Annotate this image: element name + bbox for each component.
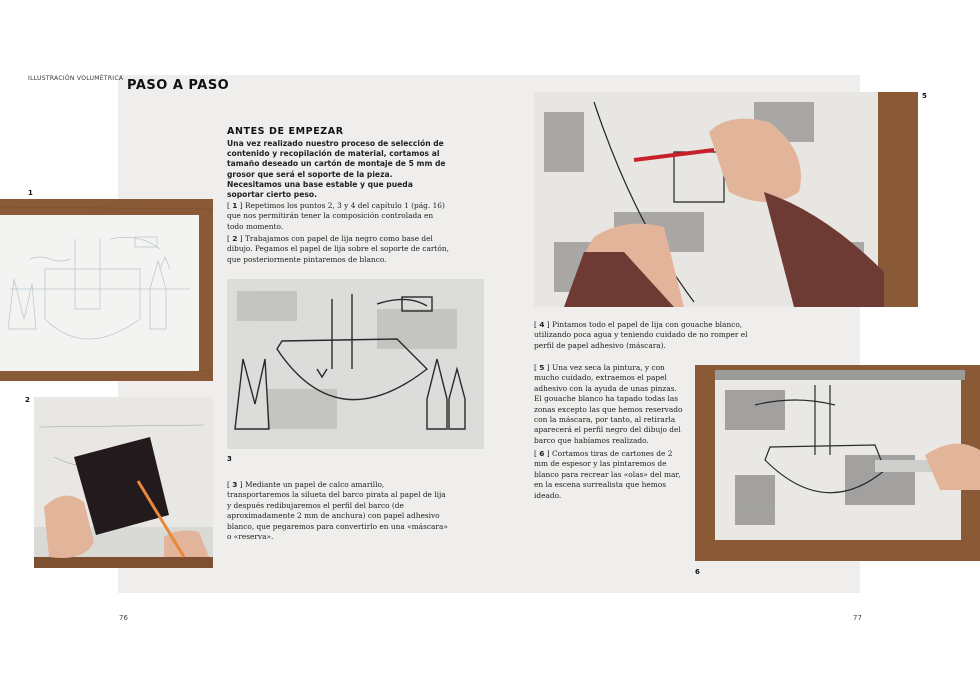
photo-step-1 — [0, 199, 213, 381]
intro-paragraph: Una vez realizado nuestro proceso de selección de contenido y recopilación de material, cortamos al tamaño deseado un cartón de montaje de 5 mm de grosor que será el soporte de la pieza. Necesitamos una base estable y que pueda soportar cierto peso. — [227, 139, 446, 200]
photo-step-2 — [34, 397, 213, 568]
step-text: Mediante un papel de calco amarillo, transportaremos la silueta del barco pirata al papel de lija y después redibujaremos el perfil del barco (de aproximadamente 2 mm de anchura) con papel adhesivo blanco, que pegaremos para convertirlo en una «máscara» o «reserva». — [227, 480, 448, 542]
step-1: [ 1 ] Repetimos los puntos 2, 3 y 4 del capítulo 1 (pág. 16) que nos permitirán tener la composición controlada en todo momento. — [227, 201, 445, 231]
step-text: Trabajamos con papel de lija negro como base del dibujo. Pegamos el papel de lija sobre el soporte de cartón, que posteriormente pintaremos de blanco. — [227, 234, 449, 264]
running-head: ILLUSTRACIÓN VOLUMÉTRICA — [28, 75, 124, 82]
page-number-left: 76 — [119, 614, 128, 622]
step-4: [ 4 ] Pintamos todo el papel de lija con gouache blanco, utilizando poca agua y teniendo cuidado de no romper el perfil de papel adhesivo (máscara). — [534, 320, 748, 350]
step-number: 4 — [539, 320, 545, 329]
step-3: [ 3 ] Mediante un papel de calco amarillo, transportaremos la silueta del barco pirata al papel de lija y después redibujaremos el perfil del barco (de aproximadamente 2 mm de anchura) con papel adhesivo blanco, que pegaremos para convertirlo en una «máscara» o «reserva». — [227, 480, 448, 542]
step-number: 6 — [539, 449, 545, 458]
figure-number-3: 3 — [227, 455, 232, 463]
photo-step-3 — [227, 279, 484, 449]
figure-number-2: 2 — [25, 396, 30, 404]
step-text: Pintamos todo el papel de lija con gouache blanco, utilizando poca agua y teniendo cuidado de no romper el perfil de papel adhesivo (máscara). — [534, 320, 748, 350]
figure-number-6: 6 — [695, 568, 700, 576]
step-5: [ 5 ] Una vez seca la pintura, y con mucho cuidado, extraemos el papel adhesivo con la ayuda de unas pinzas. El gouache blanco ha tapado todas las zonas excepto las que hemos reservado con la máscara, por tanto, al retirarla aparecerá el perfil negro del dibujo del barco que habíamos realizado. — [534, 363, 683, 445]
figure-number-1: 1 — [28, 189, 33, 197]
photo-step-6 — [695, 365, 980, 561]
photo-step-5 — [534, 92, 918, 307]
step-number: 5 — [539, 363, 545, 372]
step-text: Una vez seca la pintura, y con mucho cuidado, extraemos el papel adhesivo con la ayuda de unas pinzas. El gouache blanco ha tapado todas las zonas excepto las que hemos reservado con la máscara, por tanto, al retirarla aparecerá el perfil negro del dibujo del barco que habíamos realizado. — [534, 363, 683, 445]
step-6: [ 6 ] Cortamos tiras de cartones de 2 mm de espesor y las pintaremos de blanco para recrear las «olas» del mar, en la escena surrealista que hemos ideado. — [534, 449, 681, 500]
step-number: 3 — [232, 480, 238, 489]
subheading: ANTES DE EMPEZAR — [227, 126, 344, 137]
step-text: Cortamos tiras de cartones de 2 mm de espesor y las pintaremos de blanco para recrear las «olas» del mar, en la escena surrealista que hemos ideado. — [534, 449, 681, 500]
page-number-right: 77 — [853, 614, 862, 622]
section-title: PASO A PASO — [127, 78, 230, 93]
step-2: [ 2 ] Trabajamos con papel de lija negro como base del dibujo. Pegamos el papel de lija sobre el soporte de cartón, que posteriormente pintaremos de blanco. — [227, 234, 449, 264]
step-number: 1 — [232, 201, 238, 210]
step-number: 2 — [232, 234, 238, 243]
figure-number-5: 5 — [922, 92, 927, 100]
step-text: Repetimos los puntos 2, 3 y 4 del capítulo 1 (pág. 16) que nos permitirán tener la composición controlada en todo momento. — [227, 201, 445, 231]
